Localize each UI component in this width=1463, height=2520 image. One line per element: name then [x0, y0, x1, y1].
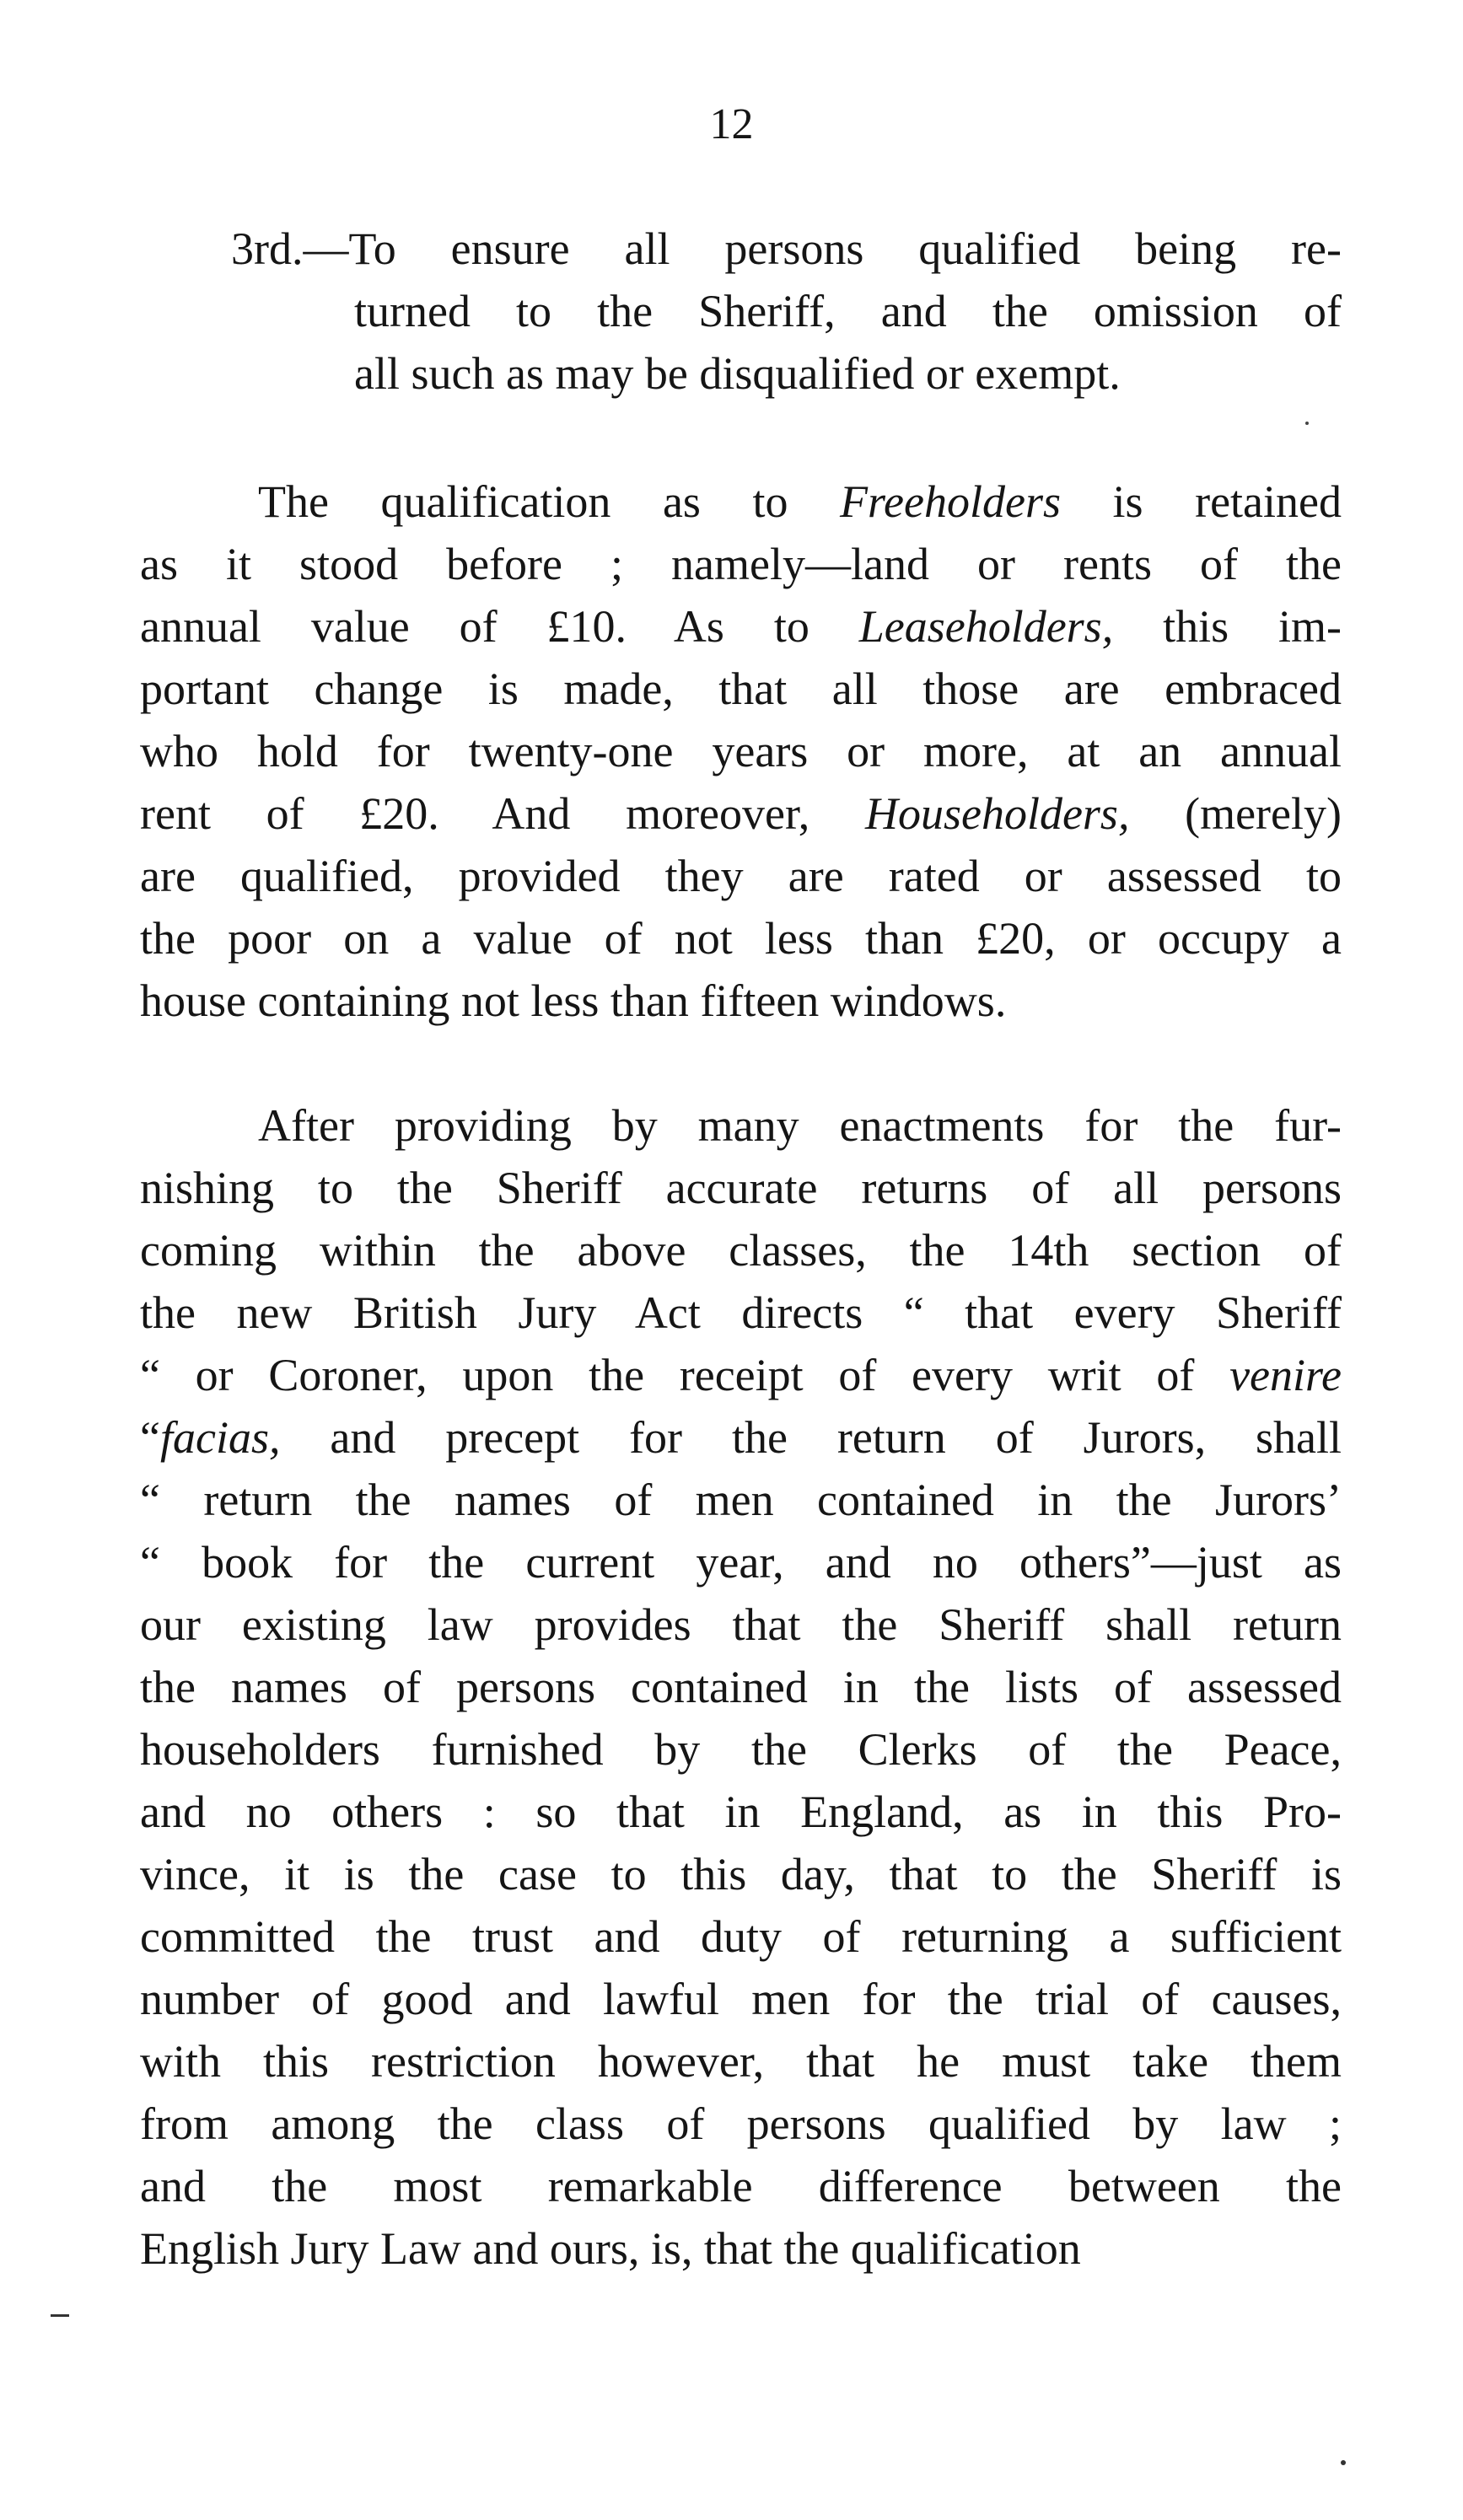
text-line: and no others : so that in England, as in this Pro- [140, 1787, 1342, 1837]
text-line: vince, it is the case to this day, that to the Sheriff is [140, 1849, 1342, 1899]
text-line: number of good and lawful men for the trial of causes, [140, 1974, 1342, 2024]
text-line: “ book for the current year, and no others”—just as [140, 1537, 1342, 1588]
text-line: After providing by many enactments for the fur- [258, 1100, 1342, 1151]
item-third-requirement [140, 218, 1342, 405]
margin-mark [51, 2314, 69, 2317]
text-line: “ or Coroner, upon the receipt of every writ of venire [140, 1350, 1342, 1400]
item-line: turned to the Sheriff, and the omission of [354, 286, 1342, 336]
paragraph-qualifications [140, 470, 1342, 1032]
item-line: all such as may be disqualified or exempt. [354, 348, 1121, 399]
text-line: and the most remarkable difference between the [140, 2161, 1342, 2211]
text-line: The qualification as to Freeholders is retained [258, 476, 1342, 527]
text-line: our existing law provides that the Sheriff shall return [140, 1599, 1342, 1650]
text-line: portant change is made, that all those are embraced [140, 664, 1342, 714]
text-line: the new British Jury Act directs “ that every Sheriff [140, 1287, 1342, 1338]
text-line: house containing not less than fifteen windows. [140, 975, 1007, 1026]
text-line: the names of persons contained in the lists of assessed [140, 1662, 1342, 1712]
page-number: 12 [709, 100, 754, 148]
text-line: coming within the above classes, the 14th section of [140, 1225, 1342, 1276]
text-line: as it stood before ; namely—land or rents of the [140, 539, 1342, 589]
text-line: nishing to the Sheriff accurate returns of all persons [140, 1163, 1342, 1213]
italic-term: Householders, [864, 788, 1130, 839]
italic-term: venire [1229, 1350, 1342, 1400]
print-speck [1305, 422, 1309, 425]
text-line: committed the trust and duty of returning a sufficient [140, 1911, 1342, 1962]
text-line: “ return the names of men contained in the Jurors’ [140, 1475, 1342, 1525]
text-line: “facias, and precept for the return of Jurors, shall [140, 1412, 1342, 1463]
item-line: 3rd.—To ensure all persons qualified being re- [231, 223, 1342, 274]
italic-term: Leaseholders, [858, 601, 1114, 652]
text-line: annual value of £10. As to Leaseholders, this im- [140, 601, 1342, 652]
text-line: the poor on a value of not less than £20, or occupy a [140, 913, 1342, 964]
text-line: who hold for twenty-one years or more, at an annual [140, 726, 1342, 776]
italic-term: Freeholders [840, 476, 1061, 527]
text-line: householders furnished by the Clerks of the Peace, [140, 1724, 1342, 1775]
margin-dot [1341, 2460, 1346, 2465]
text-line: are qualified, provided they are rated or assessed to [140, 851, 1342, 901]
text-line: from among the class of persons qualified by law ; [140, 2098, 1342, 2149]
italic-term: facias, [159, 1412, 281, 1463]
paragraph-jury-act [140, 1094, 1342, 2280]
text-line: with this restriction however, that he must take them [140, 2036, 1342, 2087]
text-line: rent of £20. And moreover, Householders, (merely) [140, 788, 1342, 839]
text-line: English Jury Law and ours, is, that the qualification [140, 2223, 1081, 2274]
